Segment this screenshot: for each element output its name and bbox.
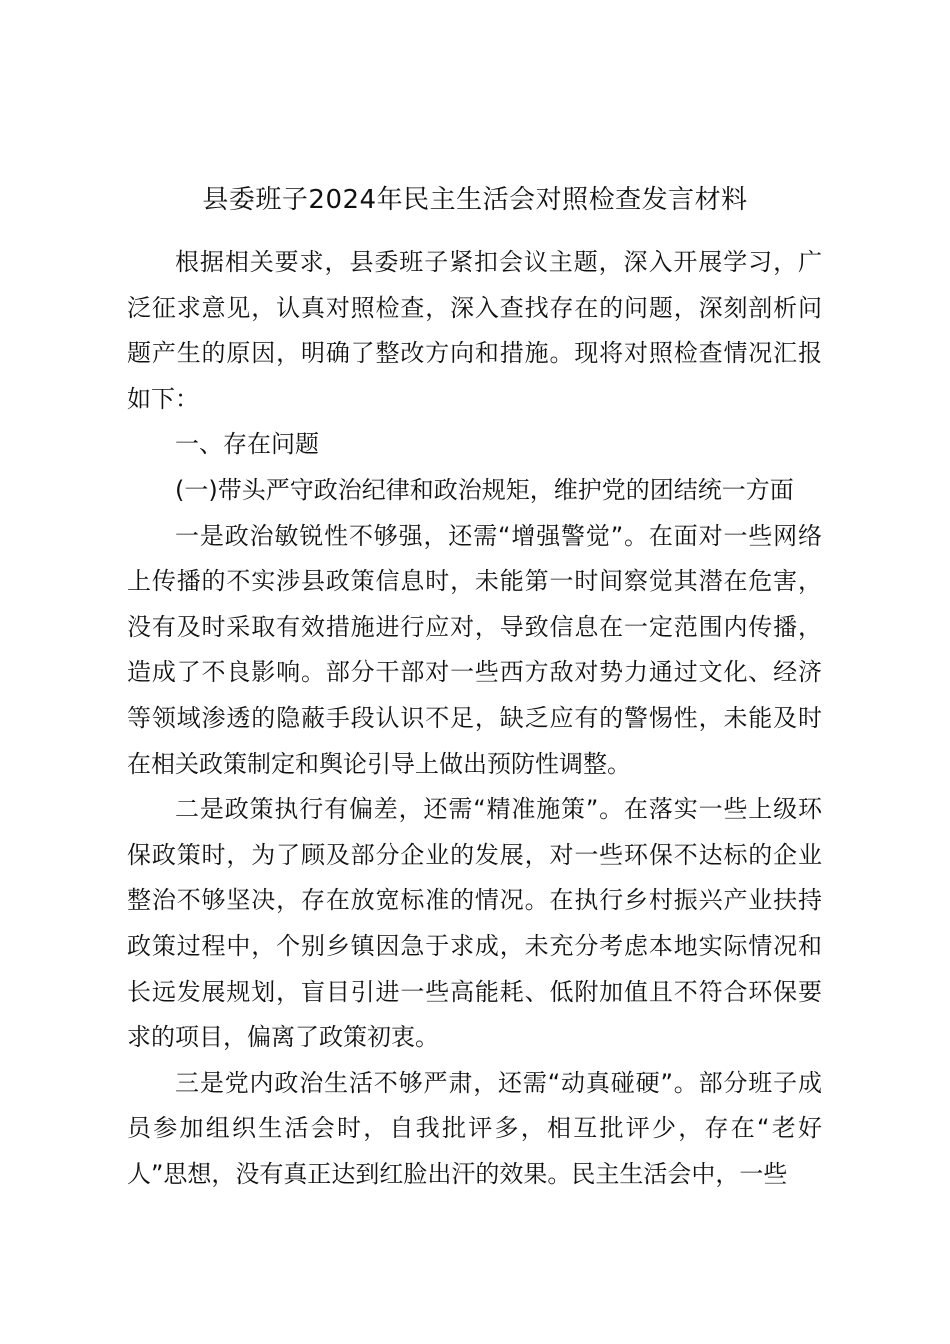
body-paragraph: 二是政策执行有偏差，还需“精准施策”。在落实一些上级环保政策时，为了顾及部分企业的发展，对一些环保不达标的企业整治不够坚决，存在放宽标准的情况。在执行乡村振兴产业扶持政策过程中，个别乡镇因急于求成，未充分考虑本地实际情况和长远发展规划，盲目引进一些高能耗、低附加值且不符合环保要求的项目，偏离了政策初衷。 xyxy=(127,795,822,1052)
body-paragraph: 三是党内政治生活不够严肃，还需“动真碰硬”。部分班子成员参加组织生活会时，自我批评多，相互批评少，存在“老好人”思想，没有真正达到红脸出汗的效果。民主生活会中，一些 xyxy=(127,1068,822,1188)
body-paragraph: 一是政治敏锐性不够强，还需“增强警觉”。在面对一些网络上传播的不实涉县政策信息时，未能第一时间察觉其潜在危害，没有及时采取有效措施进行应对，导致信息在一定范围内传播，造成了不良影响。部分干部对一些西方敌对势力通过文化、经济等领域渗透的隐蔽手段认识不足，缺乏应有的警惕性，未能及时在相关政策制定和舆论引导上做出预防性调整。 xyxy=(127,521,822,778)
section-heading: 一、存在问题 xyxy=(175,430,319,459)
document-title: 县委班子2024年民主生活会对照检查发言材料 xyxy=(202,185,748,215)
subsection-heading: (一)带头严守政治纪律和政治规矩，维护党的团结统一方面 xyxy=(175,475,794,504)
document-body xyxy=(127,240,822,1197)
intro-paragraph: 根据相关要求，县委班子紧扣会议主题，深入开展学习，广泛征求意见，认真对照检查，深入查找存在的问题，深刻剖析问题产生的原因，明确了整改方向和措施。现将对照检查情况汇报如下： xyxy=(127,248,822,413)
